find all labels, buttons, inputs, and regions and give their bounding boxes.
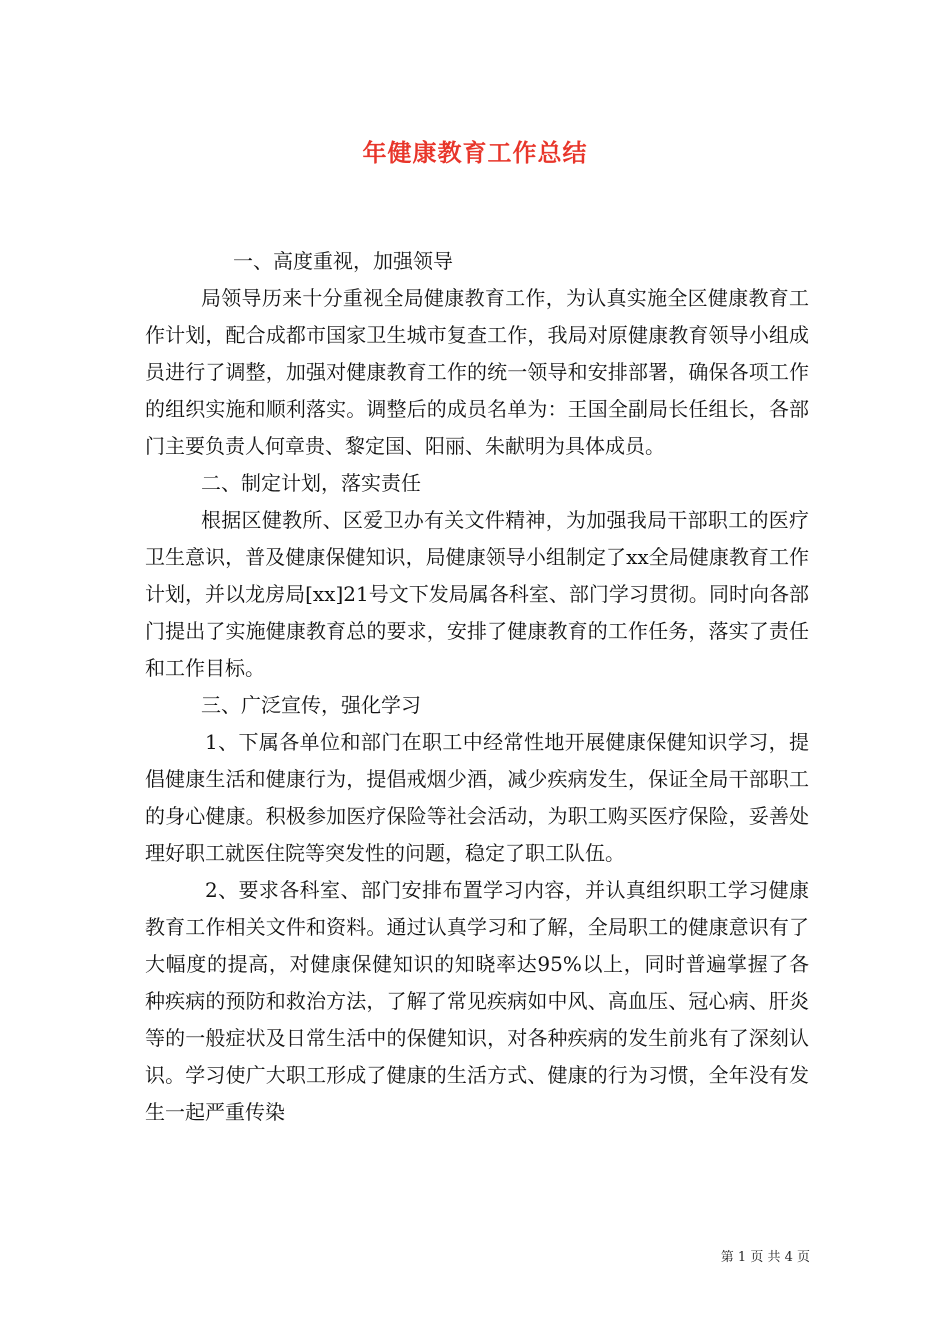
section-heading-2: 二、制定计划，落实责任 — [201, 471, 421, 495]
section-heading-3: 三、广泛宣传，强化学习 — [201, 693, 421, 717]
section-heading-1: 一、高度重视，加强领导 — [233, 249, 453, 273]
paragraph-3: 1、下属各单位和部门在职工中经常性地开展健康保健知识学习，提倡健康生活和健康行为，提倡戒烟少酒，减少疾病发生，保证全局干部职工的身心健康。积极参加医疗保险等社会活动，为职工购买医疗保险，妥善处理好职工就医住院等突发性的问题，稳定了职工队伍。 — [145, 730, 809, 865]
page-number-footer: 第 1 页 共 4 页 — [720, 1250, 810, 1265]
paragraph-1: 局领导历来十分重视全局健康教育工作，为认真实施全区健康教育工作计划，配合成都市国家卫生城市复查工作，我局对原健康教育领导小组成员进行了调整，加强对健康教育工作的统一领导和安排部署，确保各项工作的组织实施和顺利落实。调整后的成员名单为：王国全副局长任组长，各部门主要负责人何章贵、黎定国、阳丽、朱献明为具体成员。 — [145, 286, 809, 458]
document-body — [145, 243, 809, 1131]
paragraph-2: 根据区健教所、区爱卫办有关文件精神，为加强我局干部职工的医疗卫生意识，普及健康保健知识，局健康领导小组制定了xx全局健康教育工作计划，并以龙房局[xx]21号文下发局属各科室、部门学习贯彻。同时向各部门提出了实施健康教育总的要求，安排了健康教育的工作任务，落实了责任和工作目标。 — [145, 508, 809, 680]
document-title: 年健康教育工作总结 — [362, 138, 588, 167]
paragraph-4: 2、要求各科室、部门安排布置学习内容，并认真组织职工学习健康教育工作相关文件和资料。通过认真学习和了解，全局职工的健康意识有了大幅度的提高，对健康保健知识的知晓率达95%以上，同时普遍掌握了各种疾病的预防和救治方法，了解了常见疾病如中风、高血压、冠心病、肝炎等的一般症状及日常生活中的保健知识，对各种疾病的发生前兆有了深刻认识。学习使广大职工形成了健康的生活方式、健康的行为习惯，全年没有发生一起严重传染 — [145, 878, 809, 1124]
